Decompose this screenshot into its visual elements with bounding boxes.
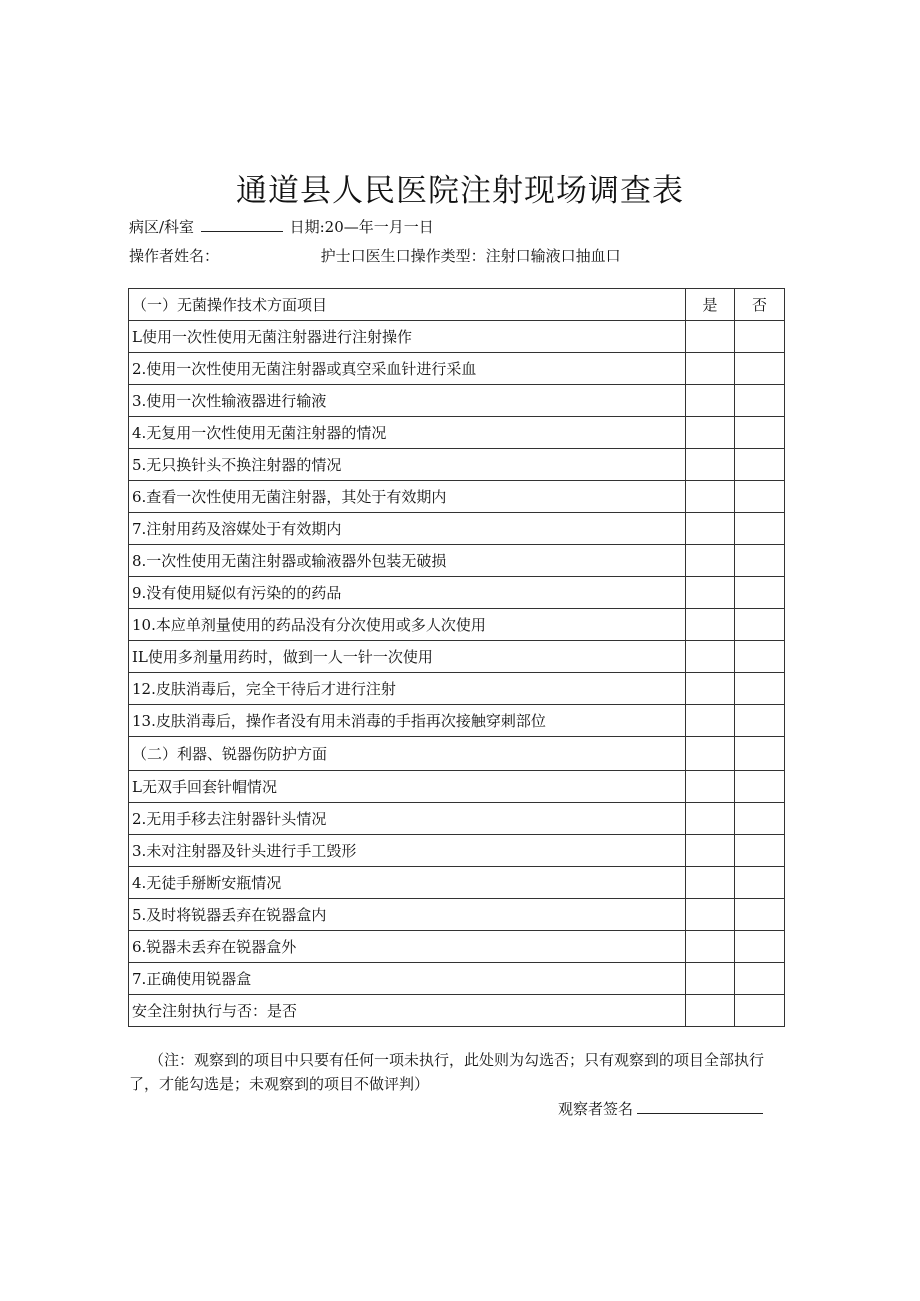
no-checkbox-cell[interactable] — [735, 513, 785, 545]
yes-checkbox-cell[interactable] — [686, 673, 735, 705]
table-row-label: 7.注射用药及溶媒处于有效期内 — [129, 513, 686, 545]
summary-row-label: 安全注射执行与否：是否 — [129, 995, 686, 1027]
table-row-label: 12.皮肤消毒后，完全干待后才进行注射 — [129, 673, 686, 705]
table-row — [129, 931, 785, 963]
yes-checkbox-cell[interactable] — [686, 737, 735, 771]
no-checkbox-cell[interactable] — [735, 609, 785, 641]
no-checkbox-cell[interactable] — [735, 771, 785, 803]
yes-checkbox-cell[interactable] — [686, 609, 735, 641]
no-column-header: 否 — [735, 289, 785, 321]
table-row — [129, 899, 785, 931]
table-row-label: 5.无只换针头不换注射器的情况 — [129, 449, 686, 481]
yes-checkbox-cell[interactable] — [686, 641, 735, 673]
no-checkbox-cell[interactable] — [735, 737, 785, 771]
note-text: （注：观察到的项目中只要有任何一项未执行，此处则为勾选否；只有观察到的项目全部执行了，才能勾选是；未观察到的项目不做评判） — [129, 1051, 765, 1093]
no-checkbox-cell[interactable] — [735, 641, 785, 673]
page-title: 通道县人民医院注射现场调查表 — [236, 173, 684, 209]
no-checkbox-cell[interactable] — [735, 995, 785, 1027]
table-row-label: 4.无复用一次性使用无菌注射器的情况 — [129, 417, 686, 449]
table-row — [129, 417, 785, 449]
ward-blank-field[interactable] — [201, 217, 283, 232]
yes-checkbox-cell[interactable] — [686, 705, 735, 737]
table-row — [129, 803, 785, 835]
date-text: 日期:20—年一月一日 — [289, 218, 434, 236]
table-row-label: 10.本应单剂量使用的药品没有分次使用或多人次使用 — [129, 609, 686, 641]
yes-checkbox-cell[interactable] — [686, 353, 735, 385]
table-row-label: 3.使用一次性输液器进行输液 — [129, 385, 686, 417]
no-checkbox-cell[interactable] — [735, 963, 785, 995]
survey-table — [128, 288, 785, 1027]
table-row — [129, 353, 785, 385]
yes-checkbox-cell[interactable] — [686, 771, 735, 803]
table-row-label: 8.一次性使用无菌注射器或输液器外包装无破损 — [129, 545, 686, 577]
ward-label: 病区/科室 — [129, 218, 195, 236]
yes-checkbox-cell[interactable] — [686, 931, 735, 963]
no-checkbox-cell[interactable] — [735, 867, 785, 899]
ward-date-line — [129, 216, 434, 237]
yes-checkbox-cell[interactable] — [686, 513, 735, 545]
table-row — [129, 641, 785, 673]
yes-column-header: 是 — [686, 289, 735, 321]
table-row-label: 13.皮肤消毒后，操作者没有用未消毒的手指再次接触穿刺部位 — [129, 705, 686, 737]
table-row-label: L使用一次性使用无菌注射器进行注射操作 — [129, 321, 686, 353]
yes-checkbox-cell[interactable] — [686, 321, 735, 353]
no-checkbox-cell[interactable] — [735, 803, 785, 835]
yes-checkbox-cell[interactable] — [686, 867, 735, 899]
table-row-label: 4.无徒手掰断安瓶情况 — [129, 867, 686, 899]
yes-checkbox-cell[interactable] — [686, 995, 735, 1027]
table-row — [129, 545, 785, 577]
no-checkbox-cell[interactable] — [735, 835, 785, 867]
table-row-label: 6.查看一次性使用无菌注射器，其处于有效期内 — [129, 481, 686, 513]
summary-row — [129, 995, 785, 1027]
operator-label: 操作者姓名： — [129, 247, 220, 265]
no-checkbox-cell[interactable] — [735, 931, 785, 963]
yes-checkbox-cell[interactable] — [686, 577, 735, 609]
no-checkbox-cell[interactable] — [735, 449, 785, 481]
no-checkbox-cell[interactable] — [735, 577, 785, 609]
no-checkbox-cell[interactable] — [735, 321, 785, 353]
no-checkbox-cell[interactable] — [735, 481, 785, 513]
section1-title: （一）无菌操作技术方面项目 — [129, 289, 686, 321]
no-checkbox-cell[interactable] — [735, 673, 785, 705]
table-row — [129, 321, 785, 353]
table-header-row — [129, 289, 785, 321]
table-row — [129, 481, 785, 513]
signature-blank-field[interactable] — [637, 1099, 763, 1114]
yes-checkbox-cell[interactable] — [686, 449, 735, 481]
table-row-label: 3.未对注射器及针头进行手工毁形 — [129, 835, 686, 867]
table-row — [129, 771, 785, 803]
operator-line — [129, 245, 621, 266]
table-row — [129, 867, 785, 899]
table-row — [129, 963, 785, 995]
table-row-label: L无双手回套针帽情况 — [129, 771, 686, 803]
table-row — [129, 609, 785, 641]
yes-checkbox-cell[interactable] — [686, 417, 735, 449]
section2-title-row — [129, 737, 785, 771]
table-row — [129, 673, 785, 705]
table-row-label: 7.正确使用锐器盒 — [129, 963, 686, 995]
no-checkbox-cell[interactable] — [735, 353, 785, 385]
no-checkbox-cell[interactable] — [735, 705, 785, 737]
no-checkbox-cell[interactable] — [735, 899, 785, 931]
table-row — [129, 385, 785, 417]
table-row-label: 5.及时将锐器丢弃在锐器盒内 — [129, 899, 686, 931]
signature-label: 观察者签名 — [558, 1100, 634, 1118]
yes-checkbox-cell[interactable] — [686, 385, 735, 417]
yes-checkbox-cell[interactable] — [686, 803, 735, 835]
no-checkbox-cell[interactable] — [735, 417, 785, 449]
yes-checkbox-cell[interactable] — [686, 481, 735, 513]
yes-checkbox-cell[interactable] — [686, 899, 735, 931]
table-row-label: IL使用多剂量用药时，做到一人一针一次使用 — [129, 641, 686, 673]
table-row — [129, 449, 785, 481]
operator-types: 护士口医生口操作类型：注射口输液口抽血口 — [320, 247, 621, 265]
yes-checkbox-cell[interactable] — [686, 545, 735, 577]
table-row — [129, 577, 785, 609]
table-row-label: 6.锐器未丢弃在锐器盒外 — [129, 931, 686, 963]
signature-line — [558, 1098, 763, 1119]
table-row — [129, 705, 785, 737]
yes-checkbox-cell[interactable] — [686, 963, 735, 995]
no-checkbox-cell[interactable] — [735, 545, 785, 577]
table-row-label: 2.无用手移去注射器针头情况 — [129, 803, 686, 835]
table-row — [129, 513, 785, 545]
no-checkbox-cell[interactable] — [735, 385, 785, 417]
table-row-label: 9.没有使用疑似有污染的的药品 — [129, 577, 686, 609]
section2-title-row-label: （二）利器、锐器伤防护方面 — [129, 737, 686, 771]
table-row-label: 2.使用一次性使用无菌注射器或真空采血针进行采血 — [129, 353, 686, 385]
yes-checkbox-cell[interactable] — [686, 835, 735, 867]
table-row — [129, 835, 785, 867]
